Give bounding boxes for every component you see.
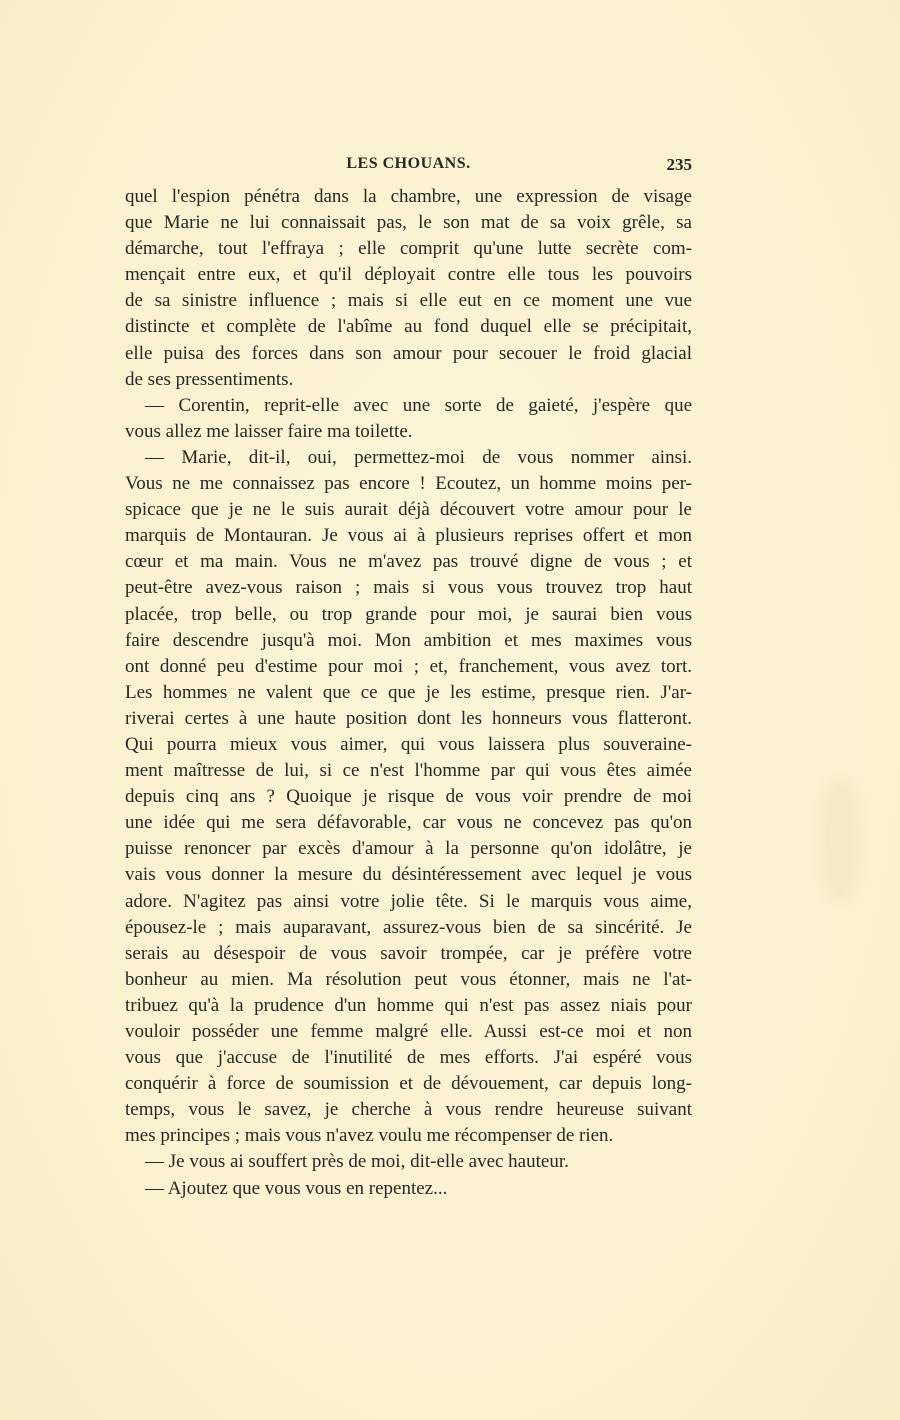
text-line: faire descendre jusqu'à moi. Mon ambition et mes maximes vous (125, 629, 692, 651)
text-line: démarche, tout l'effraya ; elle comprit qu'une lutte secrète com- (125, 238, 692, 260)
text-line: tribuez qu'à la prudence d'un homme qui n'est pas assez niais pour (125, 994, 692, 1016)
text-line: peut-être avez-vous raison ; mais si vous vous trouvez trop haut (125, 577, 692, 599)
paragraph (125, 1176, 692, 1202)
text-line: quel l'espion pénétra dans la chambre, une expression de visage (125, 186, 692, 207)
body-text (125, 184, 692, 1202)
text-line: de sa sinistre influence ; mais si elle eut en ce moment une vue (125, 290, 692, 312)
page-number: 235 (666, 155, 692, 174)
text-line: une idée qui me sera défavorable, car vous ne concevez pas qu'on (125, 812, 692, 834)
paragraph (125, 184, 692, 393)
text-line: riverai certes à une haute position dont les honneurs vous flatteront. (125, 707, 692, 729)
text-line: elle puisa des forces dans son amour pour secouer le froid glacial (125, 342, 692, 364)
text-line: que Marie ne lui connaissait pas, le son mat de sa voix grêle, sa (125, 212, 692, 234)
text-line: cœur et ma main. Vous ne m'avez pas trouvé digne de vous ; et (125, 551, 692, 573)
text-line: adore. N'agitez pas ainsi votre jolie tête. Si le marquis vous aime, (125, 890, 692, 912)
text-line: placée, trop belle, ou trop grande pour moi, je saurai bien vous (125, 603, 692, 625)
page-header (125, 153, 692, 177)
text-line: mençait entre eux, et qu'il déployait contre elle tous les pouvoirs (125, 264, 692, 286)
text-line: conquérir à force de soumission et de dévouement, car depuis long- (125, 1073, 692, 1095)
text-line: Qui pourra mieux vous aimer, qui vous laissera plus souveraine- (125, 733, 692, 755)
text-line: — Je vous ai souffert près de moi, dit-elle avec hauteur. (145, 1151, 569, 1173)
text-line: serais au désespoir de vous savoir trompée, car je préfère votre (125, 942, 692, 964)
paragraph (125, 1149, 692, 1175)
text-line: épousez-le ; mais auparavant, assurez-vous bien de sa sincérité. Je (125, 916, 692, 938)
text-line: Vous ne me connaissez pas encore ! Ecoutez, un homme moins per- (125, 473, 692, 495)
text-line: de ses pressentiments. (125, 368, 294, 390)
text-line: temps, vous le savez, je cherche à vous rendre heureuse suivant (125, 1099, 692, 1121)
text-line: vouloir posséder une femme malgré elle. Aussi est-ce moi et non (125, 1021, 692, 1042)
running-title: LES CHOUANS. (346, 155, 471, 172)
text-line: — Ajoutez que vous vous en repentez... (145, 1177, 448, 1199)
text-line: distincte et complète de l'abîme au fond duquel elle se précipitait, (125, 316, 692, 338)
paragraph (125, 445, 692, 1150)
text-line: — Marie, dit-il, oui, permettez-moi de vous nommer ainsi. (145, 446, 692, 468)
text-line: marquis de Montauran. Je vous ai à plusieurs reprises offert et mon (125, 525, 692, 547)
text-line: Les hommes ne valent que ce que je les estime, presque rien. J'ar- (125, 681, 692, 703)
text-line: vous que j'accuse de l'inutilité de mes efforts. J'ai espéré vous (125, 1047, 692, 1069)
text-line: mes principes ; mais vous n'avez voulu me récompenser de rien. (125, 1125, 614, 1147)
text-line: puisse renoncer par excès d'amour à la personne qu'on idolâtre, je (125, 838, 692, 860)
text-line: depuis cinq ans ? Quoique je risque de vous voir prendre de moi (125, 786, 692, 808)
paragraph (125, 393, 692, 445)
show-through-stain (820, 780, 860, 900)
text-line: ont donné peu d'estime pour moi ; et, franchement, vous avez tort. (125, 655, 692, 677)
text-line: ment maîtresse de lui, si ce n'est l'homme par qui vous êtes aimée (125, 760, 692, 782)
text-line: vous allez me laisser faire ma toilette. (125, 420, 413, 442)
text-line: bonheur au mien. Ma résolution peut vous étonner, mais ne l'at- (125, 968, 692, 990)
text-line: — Corentin, reprit-elle avec une sorte de gaieté, j'espère que (145, 394, 692, 416)
text-line: spicace que je ne le suis aurait déjà découvert votre amour pour le (125, 499, 692, 521)
text-line: vais vous donner la mesure du désintéressement avec lequel je vous (125, 864, 692, 886)
